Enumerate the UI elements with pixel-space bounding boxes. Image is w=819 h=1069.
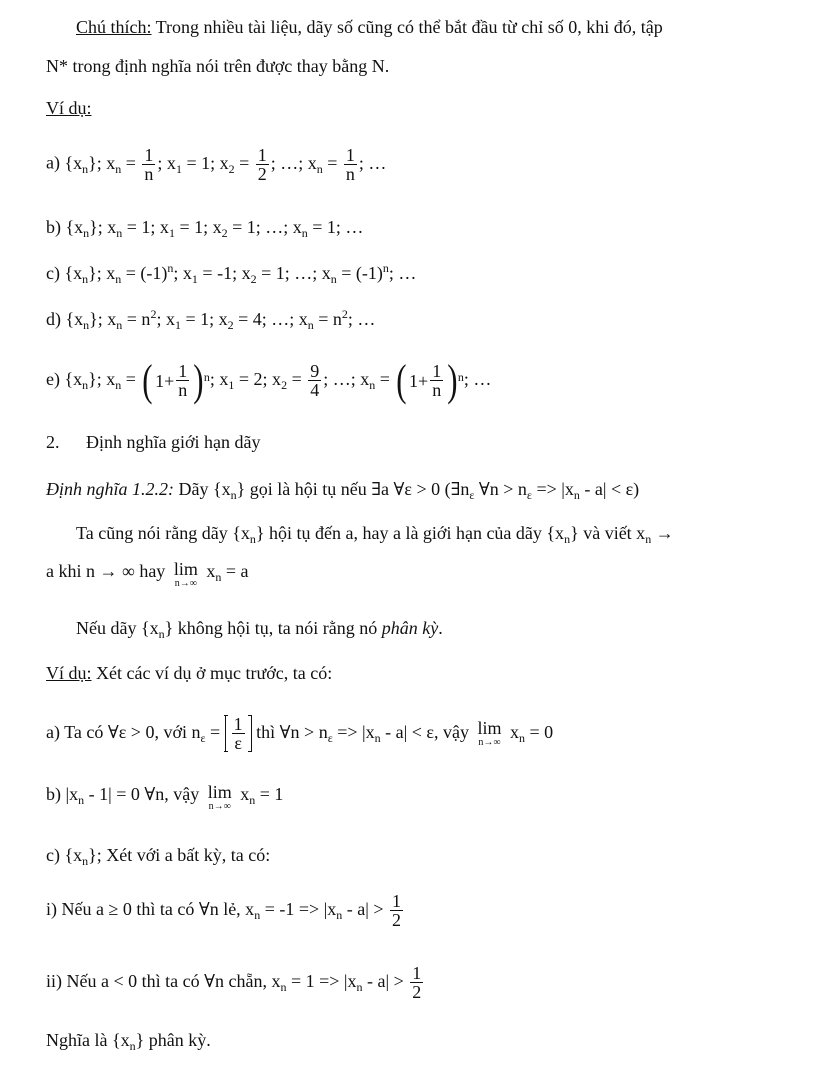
- conclusion-1: Nghĩa là {x: [46, 1030, 130, 1050]
- case-ii-2: = 1 => |x: [286, 971, 357, 991]
- note-line-2: N* trong định nghĩa nói trên được thay bằng N.: [46, 56, 390, 76]
- example-a: [46, 146, 386, 183]
- example2-a: a) Ta có ∀ε > 0, với $n_\varepsilon$ = $\frac{1}{\varepsilon}$ thì ∀n > $n_\varepsilon => |x_n - a| < \varepsilon$, vậy lim n→∞ $x_n = 0$: [46, 714, 554, 754]
- example2-b: b) $|x_n - 1| = 0$ ∀n, vậy lim n→∞ $x_n = 1$: [46, 782, 284, 812]
- limit-notation-b: lim n→∞: [207, 782, 232, 812]
- ex2b-2: - 1| = 0 ∀n, vậy: [84, 784, 204, 804]
- limit-notation-a: lim n→∞: [477, 717, 502, 748]
- ex2a-1: a) Ta có ∀ε > 0, với n: [46, 722, 201, 742]
- definition-text-4: => |x: [531, 479, 574, 499]
- example2-c: c) $\{x_n\}$; Xét với a bất kỳ, ta có:: [46, 845, 271, 868]
- definition-text-1: Dãy {x: [174, 479, 231, 499]
- ex2a-6: x: [505, 722, 519, 742]
- example-e-math: $\{x_n\}$; $x_n$ = ( 1+ $\frac{1}{n}$ ) n ; $x_1 = 2$; $x_2$ = $\frac{9}{4}$ ; …; $x_n$ = ( 1+ $\frac{1}{n}$ ) n ; …: [64, 355, 492, 405]
- para1-t1: Ta cũng nói rằng dãy {x: [76, 523, 250, 543]
- para1-l2b: x: [201, 561, 216, 581]
- example-a-label: a): [46, 152, 60, 173]
- section-title: Định nghĩa giới hạn dãy: [86, 432, 261, 452]
- example-c-label: c): [46, 263, 60, 283]
- case-ii-1: ii) Nếu a < 0 thì ta có ∀n chẵn, x: [46, 971, 281, 991]
- frac-num: 1: [233, 714, 243, 735]
- paragraph-1-line-2: a khi n → ∞ hay lim n→∞ $x_n = a$: [46, 559, 249, 589]
- examples-2-heading: [46, 662, 332, 684]
- lim-word: lim: [173, 559, 198, 579]
- ex2b-4: = 1: [255, 784, 284, 804]
- note-label: Chú thích:: [76, 17, 152, 37]
- half-num-ii: 1: [412, 963, 422, 984]
- ex2a-4: => |x: [332, 722, 375, 742]
- case-i-3: - a| >: [342, 899, 388, 919]
- case-i: i) Nếu a ≥ 0 thì ta có ∀n lẻ, $x_n = -1 => |x_n - a|$ > $\frac{1}{2}$: [46, 891, 401, 931]
- case-i-1: i) Nếu a ≥ 0 thì ta có ∀n lẻ, x: [46, 899, 255, 919]
- frac-den: ε: [234, 733, 242, 754]
- ex2c-2: }; Xét với a bất kỳ, ta có:: [88, 845, 271, 865]
- paragraph-2: Nếu dãy $\{x_n\}$ không hội tụ, ta nói rằng nó phân kỳ.: [76, 618, 443, 641]
- case-ii-3: - a| >: [362, 971, 409, 991]
- definition-label: Định nghĩa 1.2.2:: [46, 479, 174, 499]
- example-b-math: b) $\{x_n\}$; $x_n = 1$; $x_1 = 1$; $x_2 = 1$; …; $x_n = 1$; …: [46, 217, 364, 240]
- para2-t1: Nếu dãy {x: [76, 618, 159, 638]
- ex2a-5: - a| < ε, vậy: [380, 722, 474, 742]
- case-i-2: = -1 => |x: [260, 899, 337, 919]
- definition-text-5: - a| < ε): [579, 479, 640, 499]
- ex2c-1: c) {x: [46, 845, 83, 865]
- para2-t2: } không hội tụ, ta nói rằng nó: [164, 618, 382, 638]
- para2-end: .: [438, 618, 443, 638]
- conclusion: Nghĩa là $\{x_n\}$ phân kỳ.: [46, 1030, 211, 1053]
- half-den-i: 2: [392, 910, 401, 931]
- ex2a-7: = 0: [524, 722, 554, 742]
- para1-t2: } hội tụ đến a, hay a là giới hạn của dãy {x: [255, 523, 565, 543]
- examples2-label: Ví dụ:: [46, 663, 92, 683]
- half-den-ii: 2: [412, 982, 422, 1003]
- para1-t4: →: [651, 523, 674, 543]
- example-e: [46, 356, 491, 404]
- lim-sub: n→∞: [174, 578, 197, 589]
- ex2a-2: =: [205, 722, 225, 742]
- examples-heading: Ví dụ:: [46, 98, 92, 118]
- para1-l2c: = a: [221, 561, 249, 581]
- paragraph-1-line-1: Ta cũng nói rằng dãy $\{x_n\}$ hội tụ đến a, hay a là giới hạn của dãy $\{x_n\}$ và viết $x_n$ →: [76, 523, 674, 546]
- example-c: [46, 262, 416, 284]
- para2-italic: phân kỳ: [381, 618, 439, 638]
- example-b: [46, 216, 363, 238]
- para1-t3: } và viết x: [570, 523, 646, 543]
- ex2a-3: thì ∀n > n: [251, 722, 328, 742]
- half-num-i: 1: [392, 891, 401, 912]
- floor-bracket: [225, 715, 252, 752]
- example-d: [46, 308, 375, 330]
- definition-text-2: } gọi là hội tụ nếu ∃a ∀ε > 0 (∃n: [236, 479, 470, 499]
- note-line-1: [76, 16, 663, 38]
- example-d-label: d): [46, 309, 61, 329]
- case-ii: ii) Nếu a < 0 thì ta có ∀n chẵn, $x_n = 1 => |x_n - a|$ > $\frac{1}{2}$: [46, 963, 422, 1003]
- note-text-1: Trong nhiều tài liệu, dãy số cũng có thể bắt đầu từ chỉ số 0, khi đó, tập: [151, 17, 663, 37]
- para1-l2a: a khi n → ∞ hay: [46, 561, 170, 581]
- example-c-math: $\{x_n\}$; $x_n = (-1)^n$; $x_1 = -1$; $x_2 = 1$; …; $x_n = (-1)^n$; …: [64, 261, 417, 286]
- limit-notation: [174, 560, 198, 590]
- conclusion-2: } phân kỳ.: [135, 1030, 211, 1050]
- section-number: 2.: [46, 432, 60, 452]
- example-a-math: $\{x_n\}$; $x_n$ = $\frac{1}{n}$ ; $x_1 = 1$; $x_2$ = $\frac{1}{2}$ ; …; $x_n$ = $\frac{1}{n}$ ; …: [64, 145, 387, 184]
- definition: Định nghĩa 1.2.2: Dãy $\{x_n\}$ gọi là hội tụ nếu ∃a ∀ε > 0 ($\exists n_\varepsilon$ ∀n > $n_\varepsilon => |x_n - a| < \varepsilon$): [46, 479, 640, 502]
- example-d-math: $\{x_n\}$; $x_n = n^2$; $x_1 = 1$; $x_2 = 4$; …; $x_n = n^2$; …: [65, 307, 376, 332]
- examples2-intro: Xét các ví dụ ở mục trước, ta có:: [91, 663, 333, 683]
- definition-text-3: ∀n > n: [474, 479, 527, 499]
- ex2b-3: x: [235, 784, 250, 804]
- example-e-label: e): [46, 369, 60, 389]
- ex2b-1: b) |x: [46, 784, 79, 804]
- section-2-heading: [46, 431, 261, 453]
